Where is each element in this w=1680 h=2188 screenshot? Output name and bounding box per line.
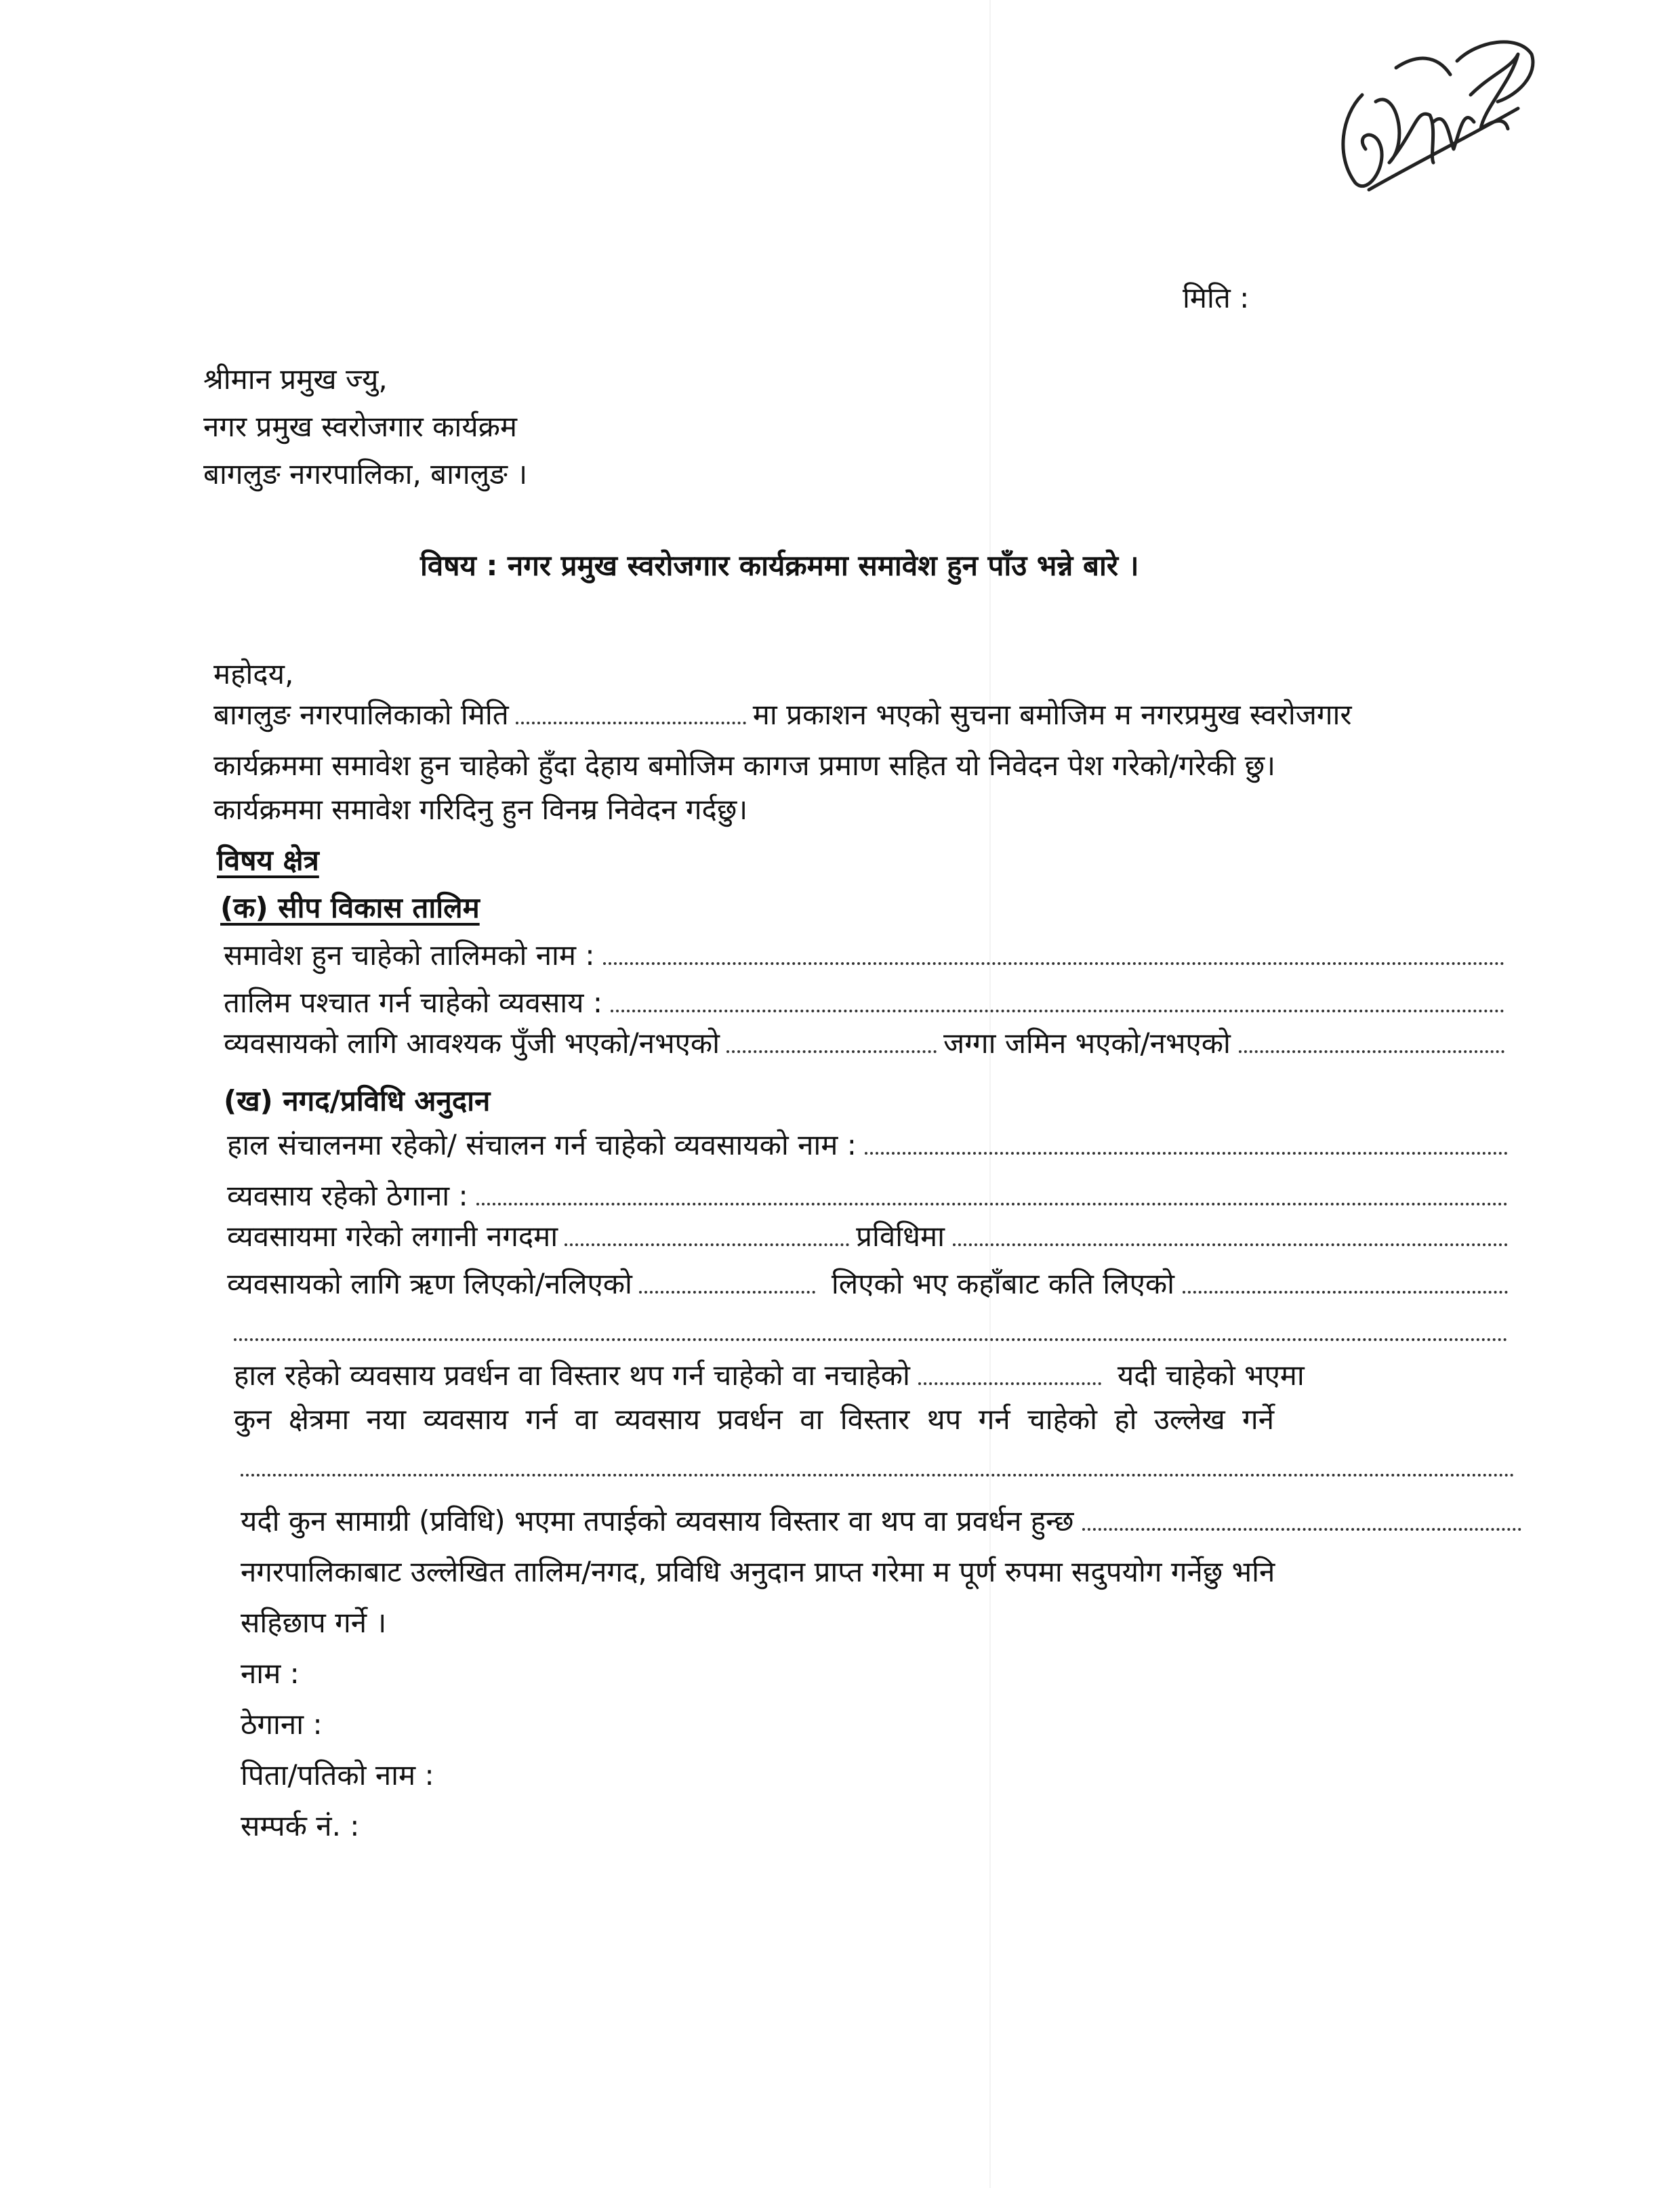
expansion-row bbox=[234, 1359, 1521, 1392]
loan-source-blank[interactable] bbox=[1183, 1284, 1508, 1294]
investment-cash-label: व्यवसायमा गरेको लगानी नगदमा bbox=[227, 1220, 558, 1253]
expansion-sector-blank[interactable] bbox=[241, 1467, 1515, 1477]
date-blank[interactable] bbox=[516, 715, 746, 724]
training-name-label: समावेश हुन चाहेको तालिमको नाम : bbox=[224, 938, 595, 972]
capital-blank[interactable] bbox=[726, 1044, 937, 1053]
business-address-row bbox=[227, 1179, 1508, 1213]
business-address-blank[interactable] bbox=[476, 1196, 1508, 1205]
investment-tech-label: प्रविधिमा bbox=[856, 1220, 945, 1253]
business-after-blank[interactable] bbox=[611, 1003, 1504, 1012]
subject-line: विषय : नगर प्रमुख स्वरोजगार कार्यक्रममा समावेश हुन पाँउ भन्ने बारे । bbox=[420, 549, 1139, 582]
paragraph-1 bbox=[213, 698, 1501, 732]
section-title: विषय क्षेत्र bbox=[217, 844, 319, 877]
paragraph-1-end: मा प्रकाशन भएको सुचना बमोजिम म नगरप्रमुख स्वरोजगार bbox=[752, 698, 1352, 731]
address-line-2: नगर प्रमुख स्वरोजगार कार्यक्रम bbox=[203, 410, 518, 443]
date-label: मिति : bbox=[1183, 281, 1250, 314]
loan-label: व्यवसायको लागि ऋण लिएको/नलिएको bbox=[227, 1267, 632, 1300]
page-fold bbox=[989, 0, 991, 2188]
handwritten-signature bbox=[1315, 27, 1538, 203]
section-a-heading: (क) सीप विकास तालिम bbox=[220, 891, 480, 924]
applicant-address-label: ठेगाना : bbox=[241, 1708, 323, 1741]
loan-row bbox=[227, 1267, 1508, 1301]
capital-row bbox=[224, 1027, 1504, 1060]
training-name-blank[interactable] bbox=[603, 955, 1504, 965]
pledge-line-1: नगरपालिकाबाट उल्लेखित तालिम/नगद, प्रविधि अनुदान प्राप्त गरेमा म पूर्ण रुपमा सदुपयोग गर्नेछु भनि bbox=[241, 1555, 1275, 1588]
expansion-blank[interactable] bbox=[918, 1376, 1101, 1385]
pledge-line-2: सहिछाप गर्ने । bbox=[241, 1606, 387, 1639]
paragraph-3: कार्यक्रममा समावेश गरिदिनु हुन विनम्र निवेदन गर्दछु। bbox=[213, 793, 748, 826]
salutation: महोदय, bbox=[213, 657, 294, 690]
material-row bbox=[241, 1504, 1521, 1538]
applicant-name-label: नाम : bbox=[241, 1657, 300, 1690]
capital-label: व्यवसायको लागि आवश्यक पुँजी भएको/नभएको bbox=[224, 1027, 720, 1060]
paragraph-2: कार्यक्रममा समावेश हुन चाहेको हुँदा देहाय बमोजिम कागज प्रमाण सहित यो निवेदन पेश गरेको/गरेकी छु। bbox=[213, 749, 1276, 782]
material-label: यदी कुन सामाग्री (प्रविधि) भएमा तपाईको व्यवसाय विस्तार वा थप वा प्रवर्धन हुन्छ bbox=[241, 1504, 1074, 1537]
material-blank[interactable] bbox=[1082, 1521, 1522, 1531]
address-line-3: बागलुङ नगरपालिका, बागलुङ । bbox=[203, 457, 528, 491]
expansion-sector-text: कुन क्षेत्रमा नया व्यवसाय गर्न वा व्यवसाय प्रवर्धन वा विस्तार थप गर्न चाहेको हो उल्लेख गर्ने bbox=[234, 1403, 1275, 1436]
loan-source-label: लिएको भए कहाँबाट कति लिएको bbox=[831, 1267, 1174, 1300]
loan-source-blank-line[interactable] bbox=[234, 1332, 1508, 1341]
business-after-label: तालिम पश्चात गर्न चाहेको व्यवसाय : bbox=[224, 986, 603, 1019]
applicant-parent-label: पिता/पतिको नाम : bbox=[241, 1758, 434, 1792]
business-name-blank[interactable] bbox=[865, 1145, 1508, 1155]
business-after-row bbox=[224, 986, 1504, 1020]
business-name-label: हाल संचालनमा रहेको/ संचालन गर्न चाहेको व्यवसायको नाम : bbox=[227, 1128, 857, 1161]
land-label: जग्गा जमिन भएको/नभएको bbox=[943, 1027, 1231, 1060]
land-blank[interactable] bbox=[1239, 1044, 1504, 1053]
expansion-if-yes: यदी चाहेको भएमा bbox=[1117, 1359, 1305, 1392]
expansion-label: हाल रहेको व्यवसाय प्रवर्धन वा विस्तार थप गर्न चाहेको वा नचाहेको bbox=[234, 1359, 910, 1392]
business-name-row bbox=[227, 1128, 1508, 1162]
business-address-label: व्यवसाय रहेको ठेगाना : bbox=[227, 1179, 468, 1212]
investment-tech-blank[interactable] bbox=[953, 1237, 1508, 1246]
paragraph-1-start: बागलुङ नगरपालिकाको मिति bbox=[213, 698, 509, 731]
training-name-row bbox=[224, 938, 1504, 972]
investment-cash-blank[interactable] bbox=[565, 1237, 849, 1246]
section-b-heading: (ख) नगद/प्रविधि अनुदान bbox=[224, 1084, 491, 1117]
investment-row bbox=[227, 1220, 1508, 1254]
address-line-1: श्रीमान प्रमुख ज्यु, bbox=[203, 363, 388, 396]
applicant-contact-label: सम्पर्क नं. : bbox=[241, 1809, 360, 1842]
loan-blank[interactable] bbox=[639, 1284, 815, 1294]
